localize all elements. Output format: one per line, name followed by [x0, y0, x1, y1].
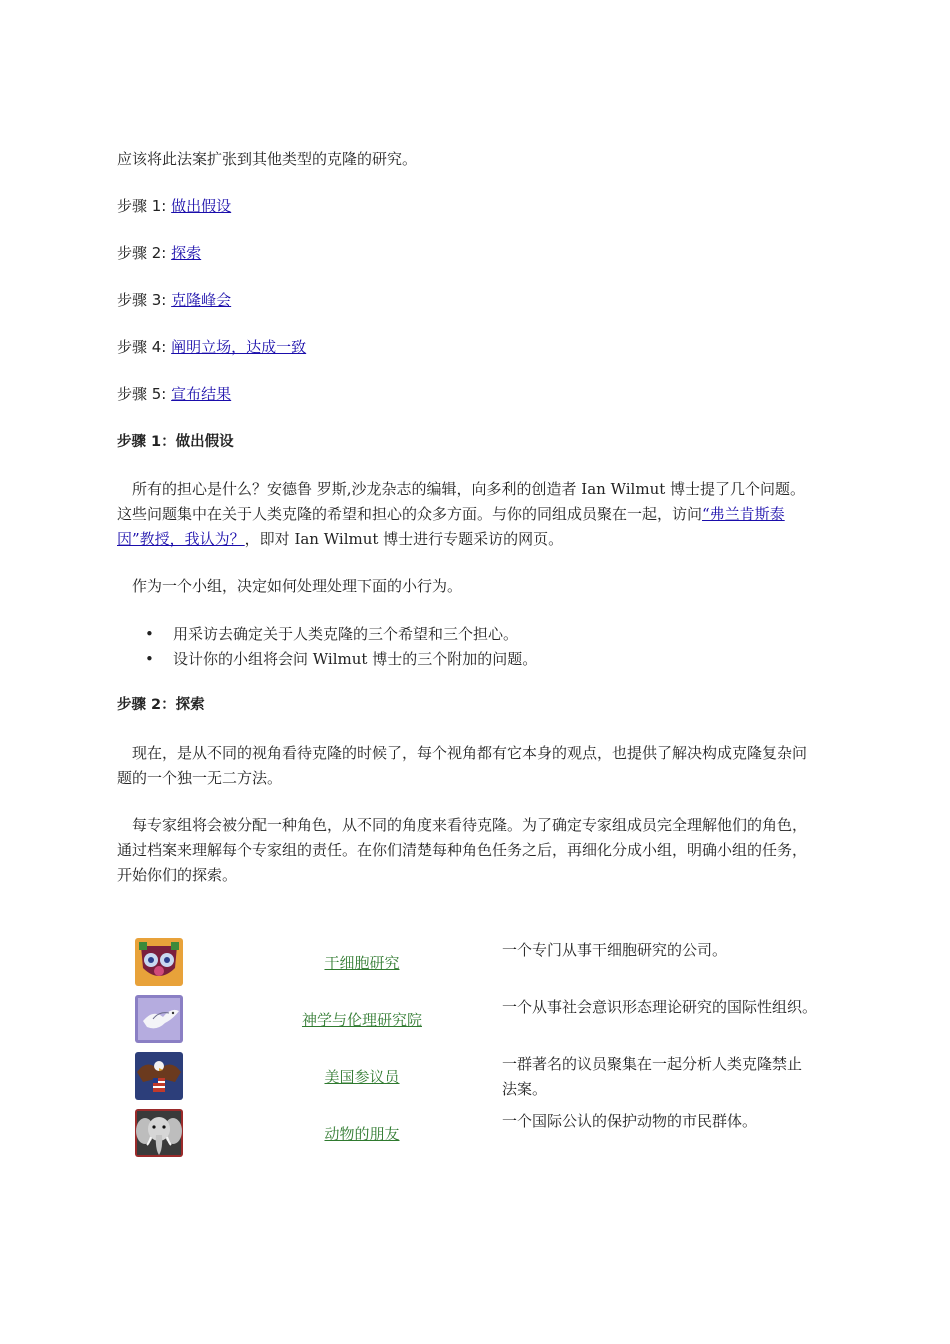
elephant-icon	[135, 1109, 183, 1157]
step-nav-3	[117, 288, 837, 313]
step1-para1-text: 这些问题集中在关于人类克隆的希望和担心的众多方面。与你的同组成员聚在一起，访问	[117, 505, 703, 523]
group-description	[502, 938, 842, 963]
frankenstein-interview-link[interactable]: “弗兰肯斯泰	[702, 505, 785, 523]
expert-groups-table	[127, 934, 847, 1162]
group-desc-text: 一个专门从事干细胞研究的公司。	[502, 941, 728, 959]
step-nav-label: 步骤 2:	[117, 244, 172, 262]
task-list	[117, 622, 837, 672]
step2-para2-line3: 开始你们的探索。	[117, 866, 238, 884]
group-link-theology-ethics[interactable]: 神学与伦理研究院	[301, 1011, 422, 1029]
group-link-animal-friends[interactable]: 动物的朋友	[324, 1125, 400, 1143]
table-row	[127, 1048, 847, 1105]
group-description	[502, 995, 842, 1020]
step-nav-2	[117, 241, 837, 266]
group-description	[502, 1052, 842, 1102]
bullet-icon: •	[145, 650, 154, 668]
group-desc-text: 一个从事社会意识形态理论研究的国际性组织。	[502, 998, 818, 1016]
group-description	[502, 1109, 842, 1134]
group-link-senators[interactable]: 美国参议员	[324, 1068, 400, 1086]
step-nav-4	[117, 335, 837, 360]
step1-para1-line1: 所有的担心是什么？安德鲁 罗斯,沙龙杂志的编辑，向多利的创造者 Ian Wilmut 博士提了几个问题。	[132, 480, 806, 498]
table-row	[127, 991, 847, 1048]
step-link-3[interactable]: 克隆峰会	[171, 291, 232, 309]
step-nav-label: 步骤 5:	[117, 385, 172, 403]
step1-para2: 作为一个小组，决定如何处理处理下面的小行为。	[132, 577, 463, 595]
eagle-icon	[135, 1052, 183, 1100]
step-nav-label: 步骤 1:	[117, 197, 172, 215]
intro-text: 应该将此法案扩张到其他类型的克隆的研究。	[117, 150, 418, 168]
list-item-text: 设计你的小组将会问 Wilmut 博士的三个附加的问题。	[173, 650, 538, 668]
group-link-stem-cell[interactable]: 干细胞研究	[324, 954, 400, 972]
step-link-4[interactable]: 阐明立场，达成一致	[171, 338, 307, 356]
step2-para2-line1: 每专家组将会被分配一种角色，从不同的角度来看待克隆。为了确定专家组成员完全理解他们的角色，	[132, 816, 808, 834]
list-item-text: 用采访去确定关于人类克隆的三个希望和三个担心。	[173, 625, 519, 643]
frankenstein-interview-link-cont[interactable]: 因”教授，我认为？	[117, 530, 245, 548]
step2-para2-line2: 通过档案来理解每个专家组的责任。在你们清楚每种角色任务之后，再细化分成小组，明确小组的任务，	[117, 841, 808, 859]
step-link-2[interactable]: 探索	[171, 244, 202, 262]
list-item	[117, 647, 837, 672]
step-nav-label: 步骤 3:	[117, 291, 172, 309]
step1-para1-tail: ，即对 Ian Wilmut 博士进行专题采访的网页。	[244, 530, 564, 548]
list-item	[117, 622, 837, 647]
step-link-1[interactable]: 做出假设	[171, 197, 232, 215]
step1-heading: 步骤 1：做出假设	[117, 434, 234, 450]
step-nav-5	[117, 382, 837, 407]
group-desc-text: 一群著名的议员聚集在一起分析人类克隆禁止	[502, 1055, 803, 1073]
group-desc-text: 一个国际公认的保护动物的市民群体。	[502, 1112, 758, 1130]
step2-para1-line2: 题的一个独一无二方法。	[117, 769, 283, 787]
bullet-icon: •	[145, 625, 154, 643]
dove-icon	[135, 995, 183, 1043]
step-nav-label: 步骤 4:	[117, 338, 172, 356]
step2-heading: 步骤 2：探索	[117, 697, 205, 713]
step-link-5[interactable]: 宣布结果	[171, 385, 232, 403]
table-row	[127, 1105, 847, 1162]
step1-para1-line3	[117, 527, 837, 552]
step1-para1-line2	[117, 502, 837, 527]
step-nav-1	[117, 194, 837, 219]
stem-cell-emblem-icon	[135, 938, 183, 986]
step2-para1-line1: 现在，是从不同的视角看待克隆的时候了，每个视角都有它本身的观点，也提供了解决构成克隆复杂问	[132, 744, 808, 762]
group-desc-text: 法案。	[502, 1080, 548, 1098]
table-row	[127, 934, 847, 991]
